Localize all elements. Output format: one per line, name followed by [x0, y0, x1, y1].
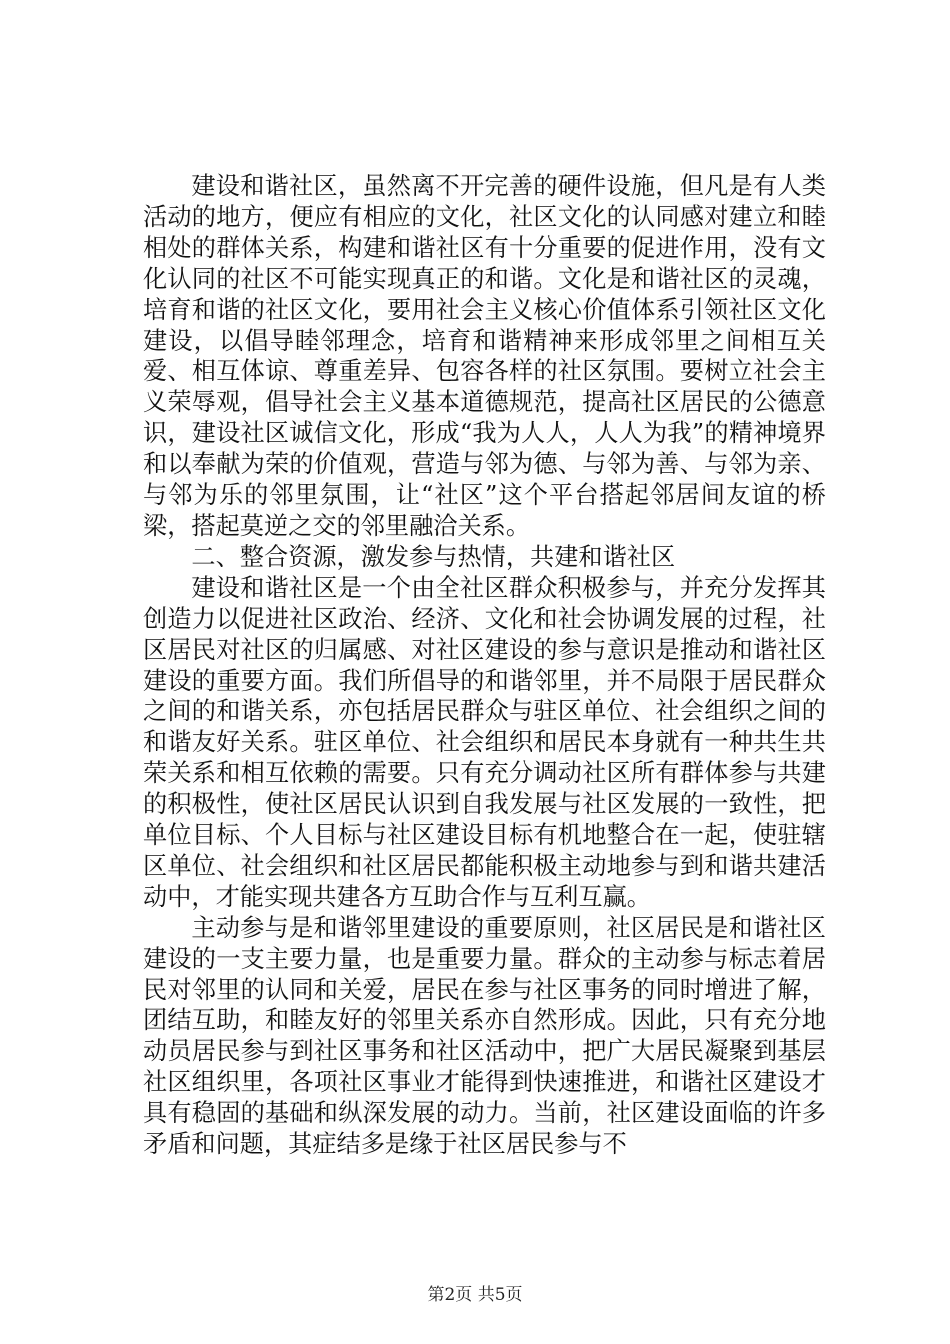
document-body	[143, 171, 826, 1160]
paragraph-active-principle: 主动参与是和谐邻里建设的重要原则，社区居民是和谐社区建设的一支主要力量，也是重要力量。群众的主动参与标志着居民对邻里的认同和关爱，居民在参与社区事务的同时增进了解，团结互助，和睦友好的邻里关系亦自然形成。因此，只有充分地动员居民参与到社区事务和社区活动中，把广大居民凝聚到基层社区组织里，各项社区事业才能得到快速推进，和谐社区建设才具有稳固的基础和纵深发展的动力。当前，社区建设面临的许多矛盾和问题，其症结多是缘于社区居民参与不	[143, 913, 826, 1159]
section-heading: 二、整合资源，激发参与热情，共建和谐社区	[191, 542, 676, 571]
paragraph-participation: 建设和谐社区是一个由全社区群众积极参与，并充分发挥其创造力以促进社区政治、经济、文化和社会协调发展的过程，社区居民对社区的归属感、对社区建设的参与意识是推动和谐社区建设的重要方面。我们所倡导的和谐邻里，并不局限于居民群众之间的和谐关系，亦包括居民群众与驻区单位、社会组织之间的和谐友好关系。驻区单位、社会组织和居民本身就有一种共生共荣关系和相互依赖的需要。只有充分调动社区所有群体参与共建的积极性，使社区居民认识到自我发展与社区发展的一致性，把单位目标、个人目标与社区建设目标有机地整合在一起，使驻辖区单位、社会组织和社区居民都能积极主动地参与到和谐共建活动中，才能实现共建各方互助合作与互利互赢。	[143, 573, 826, 911]
paragraph-culture: 建设和谐社区，虽然离不开完善的硬件设施，但凡是有人类活动的地方，便应有相应的文化，社区文化的认同感对建立和睦相处的群体关系，构建和谐社区有十分重要的促进作用，没有文化认同的社区不可能实现真正的和谐。文化是和谐社区的灵魂，培育和谐的社区文化，要用社会主义核心价值体系引领社区文化建设，以倡导睦邻理念，培育和谐精神来形成邻里之间相互关爱、相互体谅、尊重差异、包容各样的社区氛围。要树立社会主义荣辱观，倡导社会主义基本道德规范，提高社区居民的公德意识，建设社区诚信文化，形成“我为人人，人人为我”的精神境界和以奉献为荣的价值观，营造与邻为德、与邻为善、与邻为亲、与邻为乐的邻里氛围，让“社区”这个平台搭起邻居间友谊的桥梁，搭起莫逆之交的邻里融洽关系。	[143, 172, 826, 540]
page-footer: 第2页 共5页	[427, 1285, 523, 1305]
